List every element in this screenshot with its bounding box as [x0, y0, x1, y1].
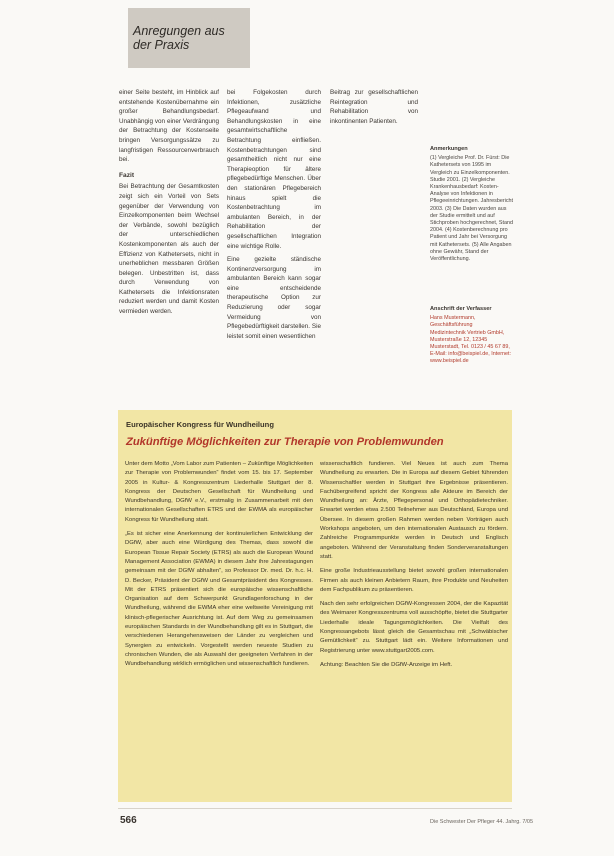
article-column-1 — [119, 88, 219, 321]
page-number: 566 — [120, 815, 137, 826]
paragraph: Eine große Industrieausstellung bietet sowohl großen internationalen Firmen als auch kleinen Anbietern Raum, ihre Produkte und Neuheiten dem Fachpublikum zu präsentieren. — [320, 568, 508, 593]
references-block — [430, 146, 514, 263]
paragraph: Beitrag zur gesellschaftlichen Reintegration und Rehabilitation von inkontinenten Patienten. — [330, 89, 418, 125]
box-title: Zukünftige Möglichkeiten zur Therapie von Problemwunden — [126, 436, 444, 448]
box-column-right — [320, 460, 508, 675]
paragraph: Unter dem Motto „Vom Labor zum Patienten – Zukünftige Möglichkeiten zur Therapie von Problemwunden“ findet vom 15. bis 17. September 2005 in Kultur- & Kongresszentrum Liederhalle Stuttgart der 8. Kongress der Deutschen Gesellschaft für Wundheilung und Wundbehandlung, DGfW e.V., erstmalig in Zusammenarbeit mit den internationalen Gesellschaften ETRS und der EWMA als europäischer Kongress für Wundheilung statt. — [125, 461, 313, 523]
paragraph: Nach den sehr erfolgreichen DGfW-Kongressen 2004, der die Kapazität des Weimarer Kongresszentrums voll ausschöpfte, bietet die Stuttgarter Liederhalle ideale Tagungsmöglichkeiten. Die Vielfalt des Kongressangebots lässt gleich die Gesamtschau mit „Schwäbischer Gemütlichkeit“ zu. Stuttgart lädt ein. Weitere Informationen und Registrierung unter www.stuttgart2005.com. — [320, 601, 508, 654]
references-heading: Anmerkungen — [430, 146, 468, 152]
contact-heading: Anschrift der Verfasser — [430, 306, 492, 312]
contact-details: Medizintechnik Vertrieb GmbH, Musterstraße 12, 12345 Musterstadt, Tel. 0123 / 45 67 89, E-Mail: info@beispiel.de, Internet: www.beispiel.de — [430, 329, 511, 365]
author-contact-block — [430, 306, 514, 366]
section-title-line2: der Praxis — [133, 38, 190, 52]
paragraph: Eine gezielte ständische Kontinenzversorgung im ambulanten Bereich kann sogar eine entscheidende therapeutische Option zur Reduzierung oder sogar Vermeidung von Pflegebedürftigkeit darstellen. Sie leistet somit einen wesentlichen — [227, 256, 321, 340]
box-kicker: Europäischer Kongress für Wundheilung — [126, 420, 274, 429]
paragraph: wissenschaftlich fundieren. Viel Neues ist auch zum Thema Wundheilung zu erwarten. Die in Europa auf diesem Gebiet führenden Wissenschaftler werden in Stuttgart ihre Ergebnisse präsentieren. Fachübergreifend spricht der Kongress alle Akteure im Bereich der Wundheilung an: Ärzte, Pflegepersonal und Orthopädietechniker. Erwartet werden etwa 2.500 Teilnehmer aus Deutschland, Europa und Übersee. In diesem großen Rahmen werden neben Vorträgen auch Workshops angeboten, um den internationalen Austausch zu fördern. Zahlreiche Programmpunkte werden in Deutsch und Englisch angeboten. Während der Veranstaltung finden Sonderveranstaltungen statt. — [320, 461, 508, 560]
section-title — [133, 24, 225, 52]
fazit-heading: Fazit — [119, 171, 135, 179]
contact-name: Hans Mustermann, Geschäftsführung — [430, 315, 476, 329]
paragraph: Achtung: Beachten Sie die DGfW-Anzeige im Heft. — [320, 661, 453, 668]
footer-divider — [118, 808, 512, 809]
article-column-3 — [330, 88, 418, 130]
journal-footer: Die Schwester Der Pfleger 44. Jahrg. 7/05 — [430, 819, 534, 825]
paragraph: „Es ist sicher eine Anerkennung der kontinuierlichen Entwicklung der DGfW, aber auch eine Würdigung des Themas, dass sowohl die European Tissue Repair Society (ETRS) als auch die European Wound Management Association (EWMA) in diesem Jahr ihre Jahrestagungen gemeinsam mit der DGfW abhalten“, so Professor Dr. med. Dr. h.c. H. D. Becker, Präsident der DGfW und Gesamtpräsident des Kongresses. Mit der ETRS präsentiert sich die europäische wissenschaftliche Organisation auf dem Schwerpunkt Grundlagenforschung in der Wundheilung, während die EWMA eher eine weltweite Vereinigung mit klinisch-pflegerischer Ausrichtung ist. Auf dem Weg zu gemeinsamen europäischen Standards in der Wundbehandlung gilt es in Stuttgart, die verschiedenen Herangehensweisen der Länder zu vergleichen und Synergien zu entwickeln. Vorgestellt werden neueste Studien zu chronischen Wunden, die als Auswahl der geeigneten Verfahren in der Wundbehandlung wirklich ermöglichen und wissenschaftlich fundieren. — [125, 531, 313, 668]
paragraph: einer Seite besteht, im Hinblick auf entstehende Kostenübernahme ein großer Behandlungsbedarf. Unabhängig von einer Verdrängung der Betrachtung der Kostenseite bringen Versorgungssätze zu langfristigen Ressourcenverbrauch bei. — [119, 89, 219, 164]
section-title-line1: Anregungen aus — [133, 24, 225, 38]
article-column-2 — [227, 88, 321, 345]
references-text: (1) Vergleiche Prof. Dr. Fürst: Die Kathetersets von 1995 im Vergleich zu Einzelkomponenten. Studie 2001. (2) Vergleiche Krankenhausbedarf: Kosten-Analyse von Infektionen in Pflegeeinrichtungen. Jahresbericht 2003. (3) Die Daten wurden aus der Studie ermittelt und auf Stichproben hochgerechnet, Stand 2004. (4) Kostenberechnung pro Patient und Jahr bei Versorgung mit Kathetersets. (5) Alle Angaben ohne Gewähr, Stand der Veröffentlichung. — [430, 155, 514, 263]
box-column-left — [125, 460, 313, 675]
paragraph: Bei Betrachtung der Gesamtkosten zeigt sich ein Vorteil von Sets gegenüber der Verwendung von Einzelkomponenten beim Wechsel der Verbände, sowohl bezüglich der unterschiedlichen Kostenkomponenten als auch der Effizienz von Kathetersets, nicht in unerheblichen messbaren Größen belegen. Unbestritten ist, dass durch Verwendung von Kathetersets die Infektionsraten reduziert werden und damit Kosten vermieden werden. — [119, 183, 219, 316]
paragraph: bei Folgekosten durch Infektionen, zusätzliche Pflegeaufwand und Behandlungskosten in eine gesamtwirtschaftliche Betrachtung einfließen. Kostenbetrachtungen sind gesamtheitlich nicht nur eine Therapieoption für ältere pflegebedürftige Menschen. Über den stationären Pflegebereich hinaus spielt die Kostenbetrachtung im ambulanten Bereich, in der Rehabilitation der gesellschaftlichen Integration eine wichtige Rolle. — [227, 89, 321, 250]
